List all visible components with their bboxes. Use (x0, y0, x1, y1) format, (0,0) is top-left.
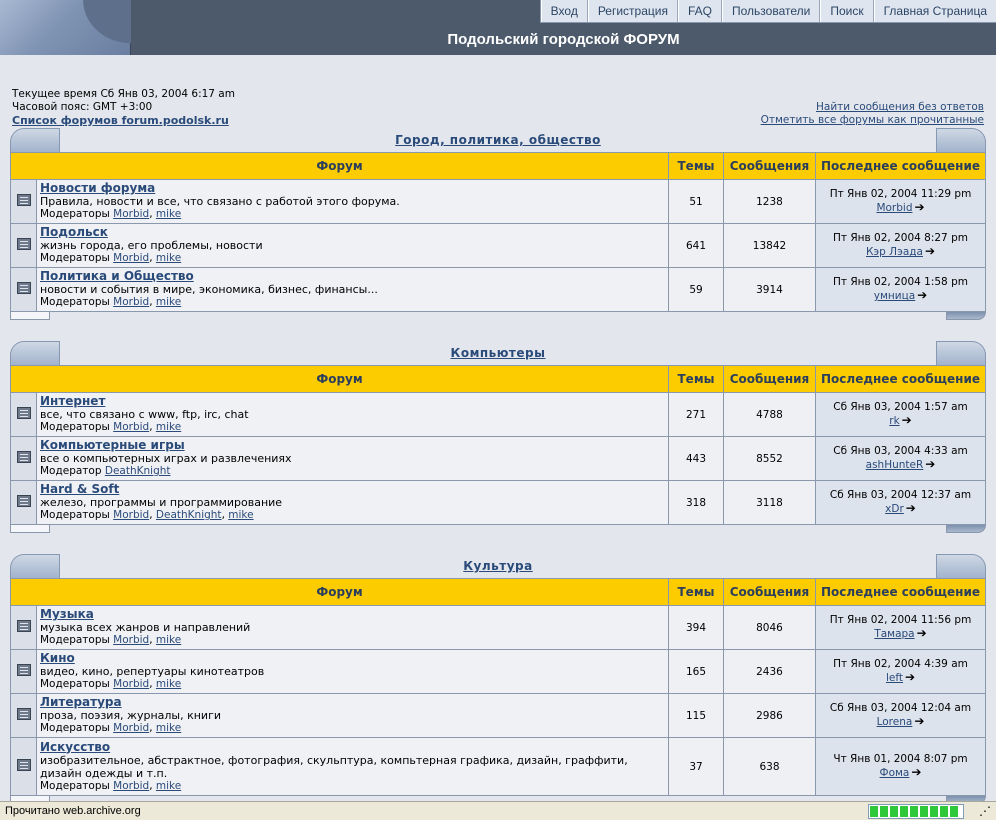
go-to-post-icon[interactable]: ➔ (914, 714, 925, 728)
last-post-cell (816, 606, 986, 650)
quick-links (761, 101, 984, 127)
top-navigation (540, 0, 996, 23)
forum-name-link[interactable]: Кино (40, 651, 75, 665)
nav-home[interactable]: Главная Страница (874, 0, 996, 22)
forum-info-cell (37, 694, 669, 738)
topics-count: 443 (669, 437, 724, 481)
last-post-date: Пт Янв 02, 2004 11:29 pm (829, 188, 972, 200)
forum-name-link[interactable]: Литература (40, 695, 122, 709)
last-post-cell (816, 650, 986, 694)
last-post-user-link[interactable]: Тамара (874, 628, 915, 640)
forum-name-link[interactable]: Компьютерные игры (40, 438, 185, 452)
forum-description: музыка всех жанров и направлений (40, 621, 251, 634)
last-post-user-link[interactable]: умница (873, 290, 916, 302)
forum-table (10, 578, 986, 796)
nav-search[interactable]: Поиск (820, 0, 873, 22)
moderator-label: Модераторы (40, 779, 110, 792)
forum-table (10, 152, 986, 312)
go-to-post-icon[interactable]: ➔ (911, 765, 922, 779)
moderator-label: Модераторы (40, 678, 110, 690)
posts-count: 638 (724, 738, 816, 796)
timezone: Часовой пояс: GMT +3:00 (12, 101, 153, 113)
last-post-user-link[interactable]: Lorena (876, 716, 913, 728)
col-topics: Темы (669, 153, 724, 180)
topics-count: 641 (669, 224, 724, 268)
category-header (10, 554, 986, 578)
site-title: Подольский городской ФОРУМ (447, 31, 680, 48)
last-post-user-link[interactable]: rk (889, 415, 900, 427)
forum-row (11, 268, 986, 312)
forum-info-cell (37, 481, 669, 525)
forum-description: все о компьютерных играх и развлечениях (40, 452, 292, 465)
moderator-label: Модераторы (40, 208, 110, 220)
forum-info-cell (37, 224, 669, 268)
go-to-post-icon[interactable]: ➔ (901, 413, 912, 427)
last-post-user-link[interactable]: ashHunteR (865, 459, 924, 471)
posts-count: 2986 (724, 694, 816, 738)
forum-description: новости и события в мире, экономика, бизнес, финансы... (40, 283, 378, 296)
forum-status-cell (11, 650, 37, 694)
last-post-date: Чт Янв 01, 2004 8:07 pm (833, 753, 968, 765)
forum-name-link[interactable]: Искусство (40, 739, 111, 754)
forum-moderators: Модераторы Morbid, mike (40, 634, 182, 646)
last-post-cell (816, 738, 986, 796)
forum-status-cell (11, 437, 37, 481)
category-title[interactable]: Компьютеры (450, 346, 546, 360)
go-to-post-icon[interactable]: ➔ (916, 626, 927, 640)
go-to-post-icon[interactable]: ➔ (924, 244, 936, 258)
folder-icon (17, 495, 31, 507)
col-last-post: Последнее сообщение (816, 366, 986, 393)
moderator-label: Модераторы (40, 252, 110, 264)
folder-icon (17, 238, 31, 250)
category-footer (10, 525, 986, 535)
col-topics: Темы (669, 579, 724, 606)
last-post-date: Пт Янв 02, 2004 4:39 am (833, 658, 968, 670)
folder-icon (17, 759, 31, 771)
folder-icon (17, 664, 31, 676)
moderator-link[interactable]: mike (155, 252, 182, 264)
col-topics: Темы (669, 366, 724, 393)
forum-moderators: Модераторы Morbid, mike (40, 296, 182, 308)
forum-description: изобразительное, абстрактное, фотография, скульптура, компьтерная графика, дизайн, граффити, дизайн одежды и т.п. (40, 753, 628, 780)
category-header (10, 341, 986, 365)
moderator-link[interactable]: DeathKnight (155, 509, 222, 521)
forum-name-link[interactable]: Подольск (40, 225, 108, 239)
forum-status-cell (11, 606, 37, 650)
posts-count: 4788 (724, 393, 816, 437)
current-time: Текущее время Сб Янв 03, 2004 6:17 am (12, 88, 235, 100)
forum-info-cell (37, 268, 669, 312)
mark-read-link[interactable]: Отметить все форумы как прочитанные (760, 114, 984, 126)
forum-name-link[interactable]: Политика и Общество (40, 269, 194, 283)
time-info (12, 88, 235, 127)
forum-row (11, 481, 986, 525)
forum-moderators: Модераторы Morbid, mike (40, 722, 182, 734)
forum-row (11, 393, 986, 437)
go-to-post-icon[interactable]: ➔ (904, 670, 916, 684)
moderator-link[interactable]: Morbid (113, 421, 150, 433)
last-post-user-link[interactable]: Кэр Лэада (865, 246, 923, 258)
forum-description: все, что связано с www, ftp, irc, chat (40, 408, 249, 421)
forum-row (11, 650, 986, 694)
forum-status-cell (11, 180, 37, 224)
last-post-cell (816, 224, 986, 268)
go-to-post-icon[interactable]: ➔ (925, 457, 936, 471)
moderator-link[interactable]: mike (155, 722, 182, 734)
moderator-link[interactable]: Morbid (113, 722, 150, 734)
forum-info-cell (37, 180, 669, 224)
last-post-date: Сб Янв 03, 2004 1:57 am (833, 401, 968, 413)
last-post-date: Пт Янв 02, 2004 1:58 pm (833, 276, 968, 288)
moderator-link[interactable]: mike (155, 208, 182, 220)
nav-faq[interactable]: FAQ (678, 0, 722, 22)
posts-count: 13842 (724, 224, 816, 268)
last-post-cell (816, 694, 986, 738)
forum-name-link[interactable]: Новости форума (40, 181, 156, 195)
moderator-link[interactable]: Morbid (113, 252, 150, 264)
topics-count: 271 (669, 393, 724, 437)
last-post-cell (816, 481, 986, 525)
forum-info-cell (37, 606, 669, 650)
category-block (10, 341, 986, 535)
folder-icon (17, 282, 31, 294)
moderator-link[interactable]: mike (155, 421, 182, 433)
go-to-post-icon[interactable]: ➔ (905, 501, 916, 515)
moderator-link[interactable]: Morbid (113, 296, 150, 308)
forum-status-cell (11, 393, 37, 437)
moderator-link[interactable]: Morbid (113, 509, 150, 521)
forum-info-cell (37, 437, 669, 481)
posts-count: 8552 (724, 437, 816, 481)
category-title[interactable]: Культура (463, 559, 533, 573)
folder-icon (17, 620, 31, 632)
posts-count: 3914 (724, 268, 816, 312)
moderator-label: Модераторы (40, 722, 110, 734)
folder-icon (17, 451, 31, 463)
forum-status-cell (11, 481, 37, 525)
moderator-link[interactable]: DeathKnight (104, 465, 171, 477)
forum-row (11, 694, 986, 738)
forum-info-cell (37, 738, 669, 796)
forum-status-cell (11, 268, 37, 312)
forum-row (11, 224, 986, 268)
forum-description: железо, программы и программирование (40, 496, 283, 509)
nav-users[interactable]: Пользователи (722, 0, 820, 22)
nav-login[interactable]: Вход (541, 0, 588, 22)
category-title[interactable]: Город, политика, общество (395, 133, 601, 147)
browser-statusbar (0, 801, 996, 820)
col-forum: Форум (11, 579, 669, 606)
last-post-date: Сб Янв 03, 2004 12:37 am (829, 489, 972, 501)
last-post-user-link[interactable]: Morbid (876, 202, 913, 214)
col-posts: Сообщения (724, 153, 816, 180)
go-to-post-icon[interactable]: ➔ (914, 200, 925, 214)
forum-status-cell (11, 694, 37, 738)
category-footer (10, 312, 986, 322)
forum-moderators: Модераторы Morbid, mike (40, 252, 182, 264)
moderator-link[interactable]: mike (228, 509, 254, 521)
forum-name-link[interactable]: Hard & Soft (40, 482, 120, 496)
topics-count: 115 (669, 694, 724, 738)
forum-moderators: Модераторы Morbid, mike (40, 421, 182, 433)
moderator-link[interactable]: Morbid (113, 634, 150, 646)
forum-row (11, 606, 986, 650)
resize-grip-icon[interactable]: ⋰ (979, 804, 991, 818)
moderator-label: Модераторы (40, 421, 110, 433)
forum-description: видео, кино, репертуары кинотеатров (40, 665, 265, 678)
col-posts: Сообщения (724, 366, 816, 393)
topics-count: 318 (669, 481, 724, 525)
last-post-date: Пт Янв 02, 2004 11:56 pm (829, 614, 972, 626)
last-post-date: Сб Янв 03, 2004 12:04 am (829, 702, 972, 714)
header (0, 0, 996, 55)
last-post-cell (816, 393, 986, 437)
posts-count: 2436 (724, 650, 816, 694)
topics-count: 165 (669, 650, 724, 694)
col-last-post: Последнее сообщение (816, 579, 986, 606)
forum-moderators: Модераторы Morbid, mike (40, 208, 182, 220)
forum-row (11, 180, 986, 224)
last-post-user-link[interactable]: left (885, 672, 903, 684)
folder-icon (17, 708, 31, 720)
forum-row (11, 738, 986, 796)
col-forum: Форум (11, 153, 669, 180)
last-post-cell (816, 268, 986, 312)
nav-register[interactable]: Регистрация (588, 0, 678, 22)
moderator-link[interactable]: Morbid (113, 678, 150, 690)
forum-description: жизнь города, его проблемы, новости (40, 239, 263, 252)
forum-status-cell (11, 738, 37, 796)
forum-status-cell (11, 224, 37, 268)
topics-count: 37 (669, 738, 724, 796)
col-last-post: Последнее сообщение (816, 153, 986, 180)
moderator-label: Модератор (40, 465, 102, 477)
posts-count: 8046 (724, 606, 816, 650)
forum-description: проза, поэзия, журналы, книги (40, 709, 222, 722)
moderator-link[interactable]: Morbid (113, 779, 150, 792)
forum-row (11, 437, 986, 481)
moderator-link[interactable]: mike (155, 296, 182, 308)
moderator-label: Модераторы (40, 296, 110, 308)
progress-bar (868, 804, 964, 819)
col-forum: Форум (11, 366, 669, 393)
forum-description: Правила, новости и все, что связано с работой этого форума. (40, 195, 400, 208)
last-post-cell (816, 180, 986, 224)
folder-icon (17, 194, 31, 206)
moderator-link[interactable]: mike (155, 678, 182, 690)
moderator-link[interactable]: mike (155, 779, 182, 792)
last-post-user-link[interactable]: xDr (885, 503, 904, 515)
last-post-date: Пт Янв 02, 2004 8:27 pm (833, 232, 968, 244)
forum-name-link[interactable]: Интернет (40, 394, 106, 408)
folder-icon (17, 407, 31, 419)
forum-moderators (40, 465, 665, 478)
forum-moderators: Модераторы Morbid, mike (40, 779, 182, 792)
forum-index-link[interactable]: Список форумов forum.podolsk.ru (12, 114, 229, 127)
category-header (10, 128, 986, 152)
status-text: Прочитано web.archive.org (5, 805, 141, 817)
topics-count: 394 (669, 606, 724, 650)
category-block (10, 554, 986, 806)
posts-count: 3118 (724, 481, 816, 525)
forum-moderators: Модераторы Morbid, mike (40, 678, 182, 690)
category-block (10, 128, 986, 322)
last-post-user-link[interactable]: Фома (879, 767, 910, 779)
unanswered-link[interactable]: Найти сообщения без ответов (816, 101, 984, 113)
posts-count: 1238 (724, 180, 816, 224)
last-post-date: Сб Янв 03, 2004 4:33 am (833, 445, 968, 457)
forum-moderators: Модераторы Morbid, DeathKnight, mike (40, 509, 254, 521)
moderator-label: Модераторы (40, 634, 110, 646)
last-post-cell (816, 437, 986, 481)
moderator-link[interactable]: mike (155, 634, 182, 646)
moderator-link[interactable]: Morbid (113, 208, 150, 220)
topics-count: 51 (669, 180, 724, 224)
forum-table (10, 365, 986, 525)
forum-name-link[interactable]: Музыка (40, 607, 94, 621)
forum-info-cell (37, 393, 669, 437)
site-logo[interactable] (0, 0, 131, 55)
go-to-post-icon[interactable]: ➔ (917, 288, 928, 302)
moderator-label: Модераторы (40, 509, 110, 521)
forum-info-cell (37, 650, 669, 694)
topics-count: 59 (669, 268, 724, 312)
col-posts: Сообщения (724, 579, 816, 606)
